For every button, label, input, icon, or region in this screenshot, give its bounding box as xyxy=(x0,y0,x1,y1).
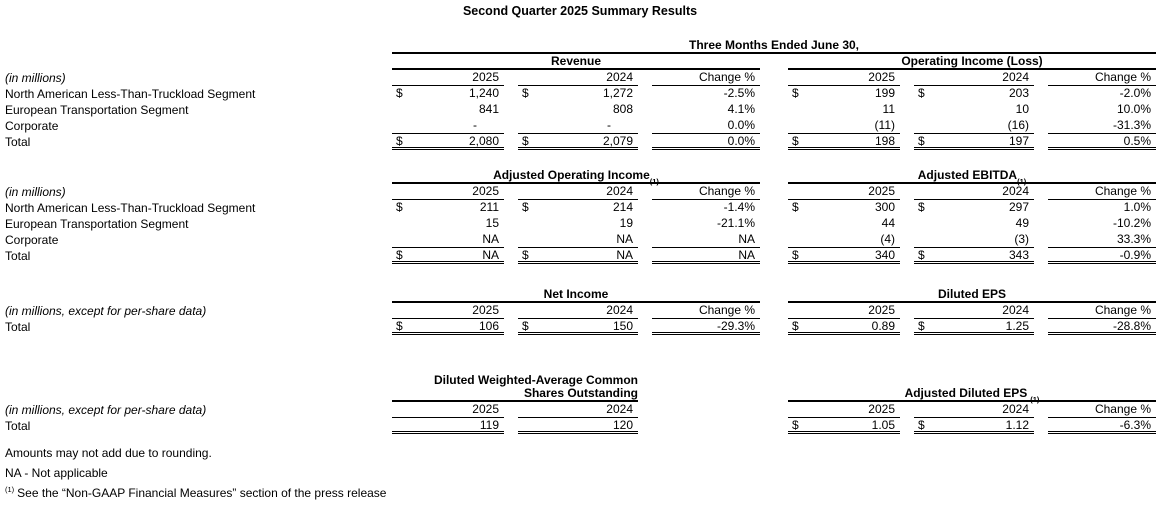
row-label-corporate: Corporate xyxy=(5,233,59,247)
section-adj-oi-ebitda xyxy=(0,168,1160,264)
period-header: Three Months Ended June 30, xyxy=(392,39,1156,54)
dollar-sign: $ xyxy=(396,319,403,333)
amount-cell xyxy=(914,232,1034,248)
value-2024: 49 xyxy=(1015,216,1029,230)
value-2025: 0.89 xyxy=(871,319,895,333)
group-adjusted-diluted-eps xyxy=(788,368,1156,434)
footnote-marker: (1) xyxy=(5,485,15,494)
row-label-total: Total xyxy=(5,249,31,263)
col-header-change: Change % xyxy=(652,70,760,86)
spacer xyxy=(900,418,914,434)
data-row-european xyxy=(788,102,1156,118)
spacer xyxy=(504,216,518,232)
group-header-diluted-shares xyxy=(392,368,638,402)
group-header-revenue xyxy=(392,54,760,70)
value-2024: 297 xyxy=(1008,200,1029,214)
spacer xyxy=(504,200,518,216)
spacer xyxy=(900,70,914,86)
amount-cell xyxy=(518,200,638,216)
data-row-na-ltl xyxy=(788,200,1156,216)
group-header-diluted-eps xyxy=(788,287,1156,303)
group-header-net-income xyxy=(392,287,760,303)
change-value: 10.0% xyxy=(1116,102,1151,116)
amount-cell xyxy=(392,200,504,216)
group-header-line1: Diluted Weighted-Average Common xyxy=(433,373,638,387)
group-net-income xyxy=(392,287,760,335)
dollar-sign: $ xyxy=(918,319,925,333)
spacer xyxy=(5,287,392,303)
spacer xyxy=(638,368,788,434)
value-2024: (16) xyxy=(1007,118,1029,132)
spacer xyxy=(504,418,518,434)
spacer xyxy=(504,86,518,102)
dollar-sign: $ xyxy=(792,200,799,214)
group-header-text: Adjusted EBITDA xyxy=(917,168,1018,182)
value-2024: 1,272 xyxy=(602,86,633,100)
dollar-sign: $ xyxy=(522,248,529,262)
dollar-sign: $ xyxy=(918,418,925,432)
section-shares-adjusted-eps xyxy=(0,368,1160,434)
change-value: NA xyxy=(652,248,760,264)
row-label-total: Total xyxy=(5,135,31,149)
value-2024: 150 xyxy=(612,319,633,333)
spacer xyxy=(900,102,914,118)
data-row-total xyxy=(788,248,1156,264)
spacer xyxy=(900,184,914,200)
amount-cell xyxy=(788,134,900,150)
amount-cell xyxy=(392,216,504,232)
col-header-2025: 2025 xyxy=(788,303,900,319)
spacer xyxy=(504,232,518,248)
spacer xyxy=(504,70,518,86)
spacer xyxy=(900,216,914,232)
data-row-corporate xyxy=(788,118,1156,134)
spacer xyxy=(638,184,652,200)
spacer xyxy=(900,319,914,335)
spacer xyxy=(504,134,518,150)
value-2025: 1.05 xyxy=(871,418,895,432)
spacer xyxy=(638,134,652,150)
change-value: 0.0% xyxy=(652,134,760,150)
amount-cell xyxy=(914,319,1034,335)
col-header-2025: 2025 xyxy=(392,70,504,86)
row-label-na-ltl: North American Less-Than-Truckload Segment xyxy=(5,201,256,215)
amount-cell xyxy=(788,216,900,232)
spacer xyxy=(1034,184,1048,200)
column-headers xyxy=(392,184,760,200)
col-header-2024: 2024 xyxy=(914,70,1034,86)
group-diluted-eps xyxy=(788,287,1156,335)
dollar-sign: $ xyxy=(792,86,799,100)
group-adjusted-operating-income xyxy=(392,168,760,264)
amount-cell xyxy=(392,418,504,434)
amount-cell xyxy=(914,418,1034,434)
spacer xyxy=(900,232,914,248)
dollar-sign: $ xyxy=(918,86,925,100)
value-2025: 300 xyxy=(874,200,895,214)
data-row-total xyxy=(392,418,638,434)
col-header-2025: 2025 xyxy=(392,402,504,418)
data-row-na-ltl xyxy=(392,86,760,102)
dollar-sign: $ xyxy=(522,86,529,100)
spacer xyxy=(900,134,914,150)
spacer xyxy=(900,402,914,418)
amount-cell xyxy=(392,134,504,150)
section-net-income-diluted-eps xyxy=(0,287,1160,335)
data-row-european xyxy=(392,216,760,232)
col-header-change: Change % xyxy=(652,303,760,319)
value-2024: 343 xyxy=(1008,248,1029,262)
amount-cell xyxy=(788,248,900,264)
row-label-total: Total xyxy=(5,320,31,334)
change-value: -6.3% xyxy=(1048,418,1156,434)
amount-cell xyxy=(914,102,1034,118)
dollar-sign: $ xyxy=(522,134,529,148)
spacer xyxy=(504,402,518,418)
col-header-2024: 2024 xyxy=(518,402,638,418)
change-value: 33.3% xyxy=(1048,232,1156,248)
amount-cell xyxy=(518,319,638,335)
col-header-change: Change % xyxy=(652,184,760,200)
row-label-total: Total xyxy=(5,419,31,433)
amount-cell xyxy=(518,118,638,134)
group-header-text: Revenue xyxy=(550,54,602,68)
value-2025: 2,080 xyxy=(468,134,499,148)
group-header-adjusted-operating-income: Adjusted Operating Income (1) xyxy=(392,168,760,184)
amount-cell xyxy=(914,200,1034,216)
col-header-change: Change % xyxy=(1048,402,1156,418)
col-header-2025: 2025 xyxy=(788,70,900,86)
value-2024: 120 xyxy=(612,418,633,432)
spacer xyxy=(1034,118,1048,134)
dollar-sign: $ xyxy=(522,319,529,333)
row-label-european: European Transportation Segment xyxy=(5,103,189,117)
change-value: 0.5% xyxy=(1048,134,1156,150)
amount-cell xyxy=(518,102,638,118)
value-2025: 199 xyxy=(874,86,895,100)
spacer xyxy=(638,248,652,264)
amount-cell xyxy=(788,232,900,248)
dollar-sign: $ xyxy=(792,248,799,262)
dollar-sign: $ xyxy=(396,86,403,100)
value-2025: 841 xyxy=(478,102,499,116)
amount-cell xyxy=(788,418,900,434)
amount-cell xyxy=(788,200,900,216)
data-row-na-ltl xyxy=(392,200,760,216)
amount-cell xyxy=(788,86,900,102)
amount-cell xyxy=(518,86,638,102)
amount-cell xyxy=(392,232,504,248)
dollar-sign: $ xyxy=(792,319,799,333)
spacer xyxy=(638,303,652,319)
value-2025: 15 xyxy=(485,216,499,230)
spacer xyxy=(900,248,914,264)
data-row-corporate xyxy=(392,118,760,134)
spacer xyxy=(5,54,392,70)
col-header-2024: 2024 xyxy=(914,303,1034,319)
units-note: (in millions) xyxy=(5,185,66,199)
value-2025: (4) xyxy=(880,232,895,246)
col-header-2024: 2024 xyxy=(518,303,638,319)
value-2024: NA xyxy=(616,232,633,246)
value-2025: 119 xyxy=(479,418,499,432)
dollar-sign: $ xyxy=(396,134,403,148)
dollar-sign: $ xyxy=(918,248,925,262)
group-header-text: Diluted EPS xyxy=(937,287,1006,301)
group-header-operating-income xyxy=(788,54,1156,70)
data-row-na-ltl xyxy=(788,86,1156,102)
page-title: Second Quarter 2025 Summary Results xyxy=(462,4,698,18)
dollar-sign: $ xyxy=(396,248,403,262)
value-2024: 10 xyxy=(1015,102,1029,116)
value-2024: 214 xyxy=(612,200,633,214)
col-header-2024: 2024 xyxy=(518,70,638,86)
value-2025: 106 xyxy=(478,319,499,333)
units-note: (in millions, except for per-share data) xyxy=(5,304,207,318)
spacer xyxy=(638,216,652,232)
value-2024: 1.12 xyxy=(1005,418,1029,432)
col-header-2025: 2025 xyxy=(788,184,900,200)
spacer xyxy=(638,70,652,86)
spacer xyxy=(1034,86,1048,102)
spacer xyxy=(1034,248,1048,264)
spacer xyxy=(638,200,652,216)
amount-cell xyxy=(392,118,504,134)
amount-cell xyxy=(392,86,504,102)
value-2024: 1.25 xyxy=(1005,319,1029,333)
dollar-sign: $ xyxy=(918,134,925,148)
change-value: -31.3% xyxy=(1048,118,1156,134)
change-value: 1.0% xyxy=(1123,200,1151,214)
dollar-sign: $ xyxy=(918,200,925,214)
value-2025: NA xyxy=(482,248,499,262)
spacer xyxy=(1034,102,1048,118)
change-value: 0.0% xyxy=(652,118,760,134)
spacer xyxy=(760,287,788,335)
row-label-european: European Transportation Segment xyxy=(5,217,189,231)
change-value: -2.0% xyxy=(1119,86,1151,100)
group-header-adjusted-diluted-eps: Adjusted Diluted EPS (1) xyxy=(788,368,1156,402)
period-header-zone xyxy=(392,39,1156,54)
spacer xyxy=(638,118,652,134)
data-row-total xyxy=(788,134,1156,150)
data-row-corporate xyxy=(392,232,760,248)
group-header-text: Operating Income (Loss) xyxy=(901,54,1043,68)
footnote-non-gaap-text: See the “Non-GAAP Financial Measures” section of the press release xyxy=(17,486,387,500)
value-2024: 203 xyxy=(1008,86,1029,100)
amount-cell xyxy=(392,248,504,264)
amount-cell xyxy=(914,118,1034,134)
col-header-change: Change % xyxy=(1048,70,1156,86)
footnotes xyxy=(0,447,1160,500)
column-headers xyxy=(788,184,1156,200)
col-header-2024: 2024 xyxy=(518,184,638,200)
spacer xyxy=(900,200,914,216)
change-value: -0.9% xyxy=(1048,248,1156,264)
spacer xyxy=(504,319,518,335)
spacer xyxy=(504,248,518,264)
column-headers xyxy=(788,402,1156,418)
value-2025: 198 xyxy=(874,134,895,148)
footnote-rounding: Amounts may not add due to rounding. xyxy=(5,446,212,460)
dollar-sign: $ xyxy=(522,200,529,214)
data-row-total xyxy=(392,319,760,335)
value-2025: 44 xyxy=(881,216,895,230)
column-headers xyxy=(788,303,1156,319)
spacer xyxy=(900,118,914,134)
column-headers xyxy=(788,70,1156,86)
column-headers xyxy=(392,402,638,418)
group-header-text: Net Income xyxy=(543,287,609,301)
change-value: -28.8% xyxy=(1048,319,1156,335)
col-header-2024: 2024 xyxy=(914,184,1034,200)
units-note: (in millions, except for per-share data) xyxy=(5,403,207,417)
spacer xyxy=(504,184,518,200)
footnote-non-gaap xyxy=(5,487,1160,500)
spacer xyxy=(638,102,652,118)
col-header-2024: 2024 xyxy=(914,402,1034,418)
value-2024: 808 xyxy=(612,102,633,116)
data-row-european xyxy=(392,102,760,118)
group-operating-income xyxy=(788,54,1156,150)
spacer xyxy=(1034,200,1048,216)
spacer xyxy=(504,118,518,134)
row-label-na-ltl: North American Less-Than-Truckload Segment xyxy=(5,87,256,101)
spacer xyxy=(760,168,788,264)
spacer xyxy=(900,86,914,102)
value-2025: NA xyxy=(482,232,499,246)
change-value: -1.4% xyxy=(723,200,755,214)
units-note: (in millions) xyxy=(5,71,66,85)
spacer xyxy=(504,303,518,319)
value-2024: (3) xyxy=(1014,232,1029,246)
amount-cell xyxy=(788,319,900,335)
row-label-corporate: Corporate xyxy=(5,119,59,133)
change-value: 4.1% xyxy=(727,102,755,116)
value-2025: - xyxy=(473,118,477,132)
dollar-sign: $ xyxy=(396,200,403,214)
data-row-corporate xyxy=(788,232,1156,248)
spacer xyxy=(5,368,392,402)
column-headers xyxy=(392,303,760,319)
dollar-sign: $ xyxy=(792,418,799,432)
change-value: -29.3% xyxy=(652,319,760,335)
spacer xyxy=(1034,134,1048,150)
amount-cell xyxy=(518,216,638,232)
column-headers xyxy=(392,70,760,86)
change-value: -2.5% xyxy=(723,86,755,100)
amount-cell xyxy=(392,319,504,335)
group-diluted-shares xyxy=(392,368,638,434)
value-2024: - xyxy=(607,118,611,132)
change-value: NA xyxy=(652,232,760,248)
amount-cell xyxy=(788,102,900,118)
spacer xyxy=(760,54,788,150)
amount-cell xyxy=(518,134,638,150)
group-header-text: Adjusted Diluted EPS xyxy=(904,386,1028,400)
amount-cell xyxy=(518,418,638,434)
spacer xyxy=(1034,303,1048,319)
row-labels xyxy=(0,54,392,150)
spacer xyxy=(1034,418,1048,434)
row-labels xyxy=(0,287,392,335)
amount-cell xyxy=(914,216,1034,232)
col-header-2025: 2025 xyxy=(392,303,504,319)
value-2024: NA xyxy=(616,248,633,262)
spacer xyxy=(1034,232,1048,248)
spacer xyxy=(1034,216,1048,232)
value-2024: 19 xyxy=(619,216,633,230)
spacer xyxy=(638,232,652,248)
data-row-total xyxy=(788,418,1156,434)
spacer xyxy=(638,319,652,335)
col-header-change: Change % xyxy=(1048,184,1156,200)
group-revenue xyxy=(392,54,760,150)
spacer xyxy=(1034,70,1048,86)
dollar-sign: $ xyxy=(792,134,799,148)
change-value: -10.2% xyxy=(1112,216,1151,230)
amount-cell xyxy=(392,102,504,118)
spacer xyxy=(900,303,914,319)
data-row-total xyxy=(392,134,760,150)
amount-cell xyxy=(914,248,1034,264)
group-header-adjusted-ebitda: Adjusted EBITDA (1) xyxy=(788,168,1156,184)
data-row-european xyxy=(788,216,1156,232)
spacer xyxy=(1034,319,1048,335)
value-2025: 211 xyxy=(479,200,499,214)
group-header-line2: Shares Outstanding xyxy=(523,386,638,400)
amount-cell xyxy=(518,248,638,264)
amount-cell xyxy=(788,118,900,134)
value-2025: 1,240 xyxy=(468,86,499,100)
value-2024: 2,079 xyxy=(602,134,633,148)
group-adjusted-ebitda xyxy=(788,168,1156,264)
value-2025: (11) xyxy=(874,118,895,132)
amount-cell xyxy=(518,232,638,248)
value-2024: 197 xyxy=(1008,134,1029,148)
value-2025: 11 xyxy=(882,102,895,116)
amount-cell xyxy=(914,86,1034,102)
col-header-change: Change % xyxy=(1048,303,1156,319)
col-header-2025: 2025 xyxy=(392,184,504,200)
spacer xyxy=(1034,402,1048,418)
spacer xyxy=(638,86,652,102)
data-row-total xyxy=(392,248,760,264)
row-labels xyxy=(0,168,392,264)
value-2025: 340 xyxy=(874,248,895,262)
spacer xyxy=(5,168,392,184)
change-value: -21.1% xyxy=(716,216,755,230)
data-row-total xyxy=(788,319,1156,335)
group-header-text: Adjusted Operating Income xyxy=(493,168,650,182)
spacer xyxy=(504,102,518,118)
amount-cell xyxy=(914,134,1034,150)
col-header-2025: 2025 xyxy=(788,402,900,418)
row-labels xyxy=(0,368,392,434)
footnote-na-definition: NA - Not applicable xyxy=(5,466,108,480)
section-revenue-operating-income xyxy=(0,54,1160,150)
